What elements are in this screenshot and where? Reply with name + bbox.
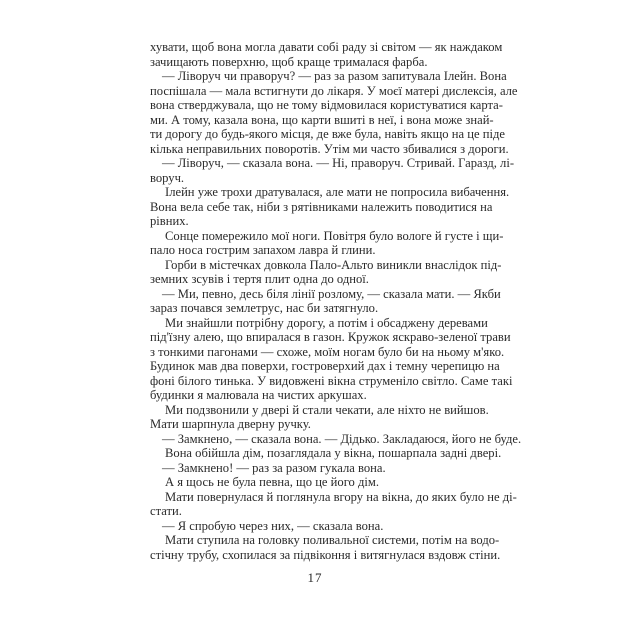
text-line: Вона вела себе так, ніби з рятівниками належить поводитися на (150, 199, 493, 214)
book-page-text (150, 40, 522, 562)
text-line: рівних. (150, 214, 189, 228)
text-line: вона стверджувала, що не тому відмовилася користуватися карта- (150, 98, 503, 112)
text-line: Мати шарпнула дверну ручку. (150, 417, 311, 431)
text-line: стати. (150, 504, 182, 518)
text-line: Ми подзвонили у двері й стали чекати, але ніхто не вийшов. (165, 402, 489, 417)
text-line: — Я спробую через них, — сказала вона. (162, 518, 384, 533)
text-line: Мати повернулася й поглянула вгору на вікна, до яких було не ді- (165, 489, 517, 504)
text-line: — Ліворуч чи праворуч? — раз за разом запитувала Ілейн. Вона (162, 69, 507, 83)
text-line: — Замкнено, — сказала вона. — Дідько. Закладаюся, його не буде. (162, 431, 522, 446)
text-line: воруч. (150, 170, 185, 185)
text-line: Мати ступила на головку поливальної системи, потім на водо- (165, 533, 500, 547)
text-line: Ілейн уже трохи дратувалася, але мати не попросила вибачення. (165, 185, 510, 199)
text-line: фоні білого тинька. У видовжені вікна струменіло світло. Саме такі (150, 373, 513, 388)
text-line: ти дорогу до будь-якого місця, де вже була, навіть якщо на це піде (150, 127, 505, 141)
text-line: Вона обійшла дім, позаглядала у вікна, пошарпала задні двері. (165, 446, 502, 460)
text-line: Сонце помережило мої ноги. Повітря було вологе й густе і щи- (165, 228, 504, 243)
text-line: — Замкнено! — раз за разом гукала вона. (162, 460, 386, 475)
text-line: стічну трубу, схопилася за підвіконня і витягнулася вздовж стіни. (150, 547, 501, 562)
text-line: пало носа гострим запахом лавра й глини. (150, 243, 376, 257)
text-line: зараз почався землетрус, нас би затягнуло. (150, 301, 379, 315)
text-line: зачищають поверхню, щоб краще трималася фарба. (150, 54, 428, 69)
text-line: будинки я малювала на чистих аркушах. (150, 388, 367, 402)
text-line: з тонкими пагонами — схоже, моїм ногам було би на ньому м'яко. (150, 344, 505, 359)
text-line: А я щось не була певна, що це його дім. (165, 475, 380, 489)
text-line: Горби в містечках довкола Пало-Альто виникли внаслідок під- (165, 257, 502, 272)
text-line: земних зсувів і тертя плит одна до одної. (150, 272, 369, 286)
text-line: — Ліворуч, — сказала вона. — Ні, праворуч. Стривай. Гаразд, лі- (162, 156, 515, 170)
text-line: — Ми, певно, десь біля лінії розлому, — сказала мати. — Якби (162, 286, 501, 301)
text-line: поспішала — мала встигнути до лікаря. У моєї матері дислексія, але (150, 83, 518, 98)
text-line: Будинок мав два поверхи, гостроверхий дах і темну черепицю на (150, 359, 500, 373)
page-number: 17 (307, 570, 323, 585)
text-line: під'їзну алею, що впиралася в газон. Кружок яскраво-зеленої трави (150, 330, 511, 344)
text-line: хувати, щоб вона могла давати собі раду зі світом — як наждаком (150, 40, 503, 54)
text-line: кілька неправильних поворотів. Утім ми часто збивалися з дороги. (150, 141, 509, 156)
text-line: ми. А тому, казала вона, що карти вшиті в неї, і вона може знай- (150, 112, 494, 127)
text-line: Ми знайшли потрібну дорогу, а потім і обсаджену деревами (165, 315, 488, 330)
